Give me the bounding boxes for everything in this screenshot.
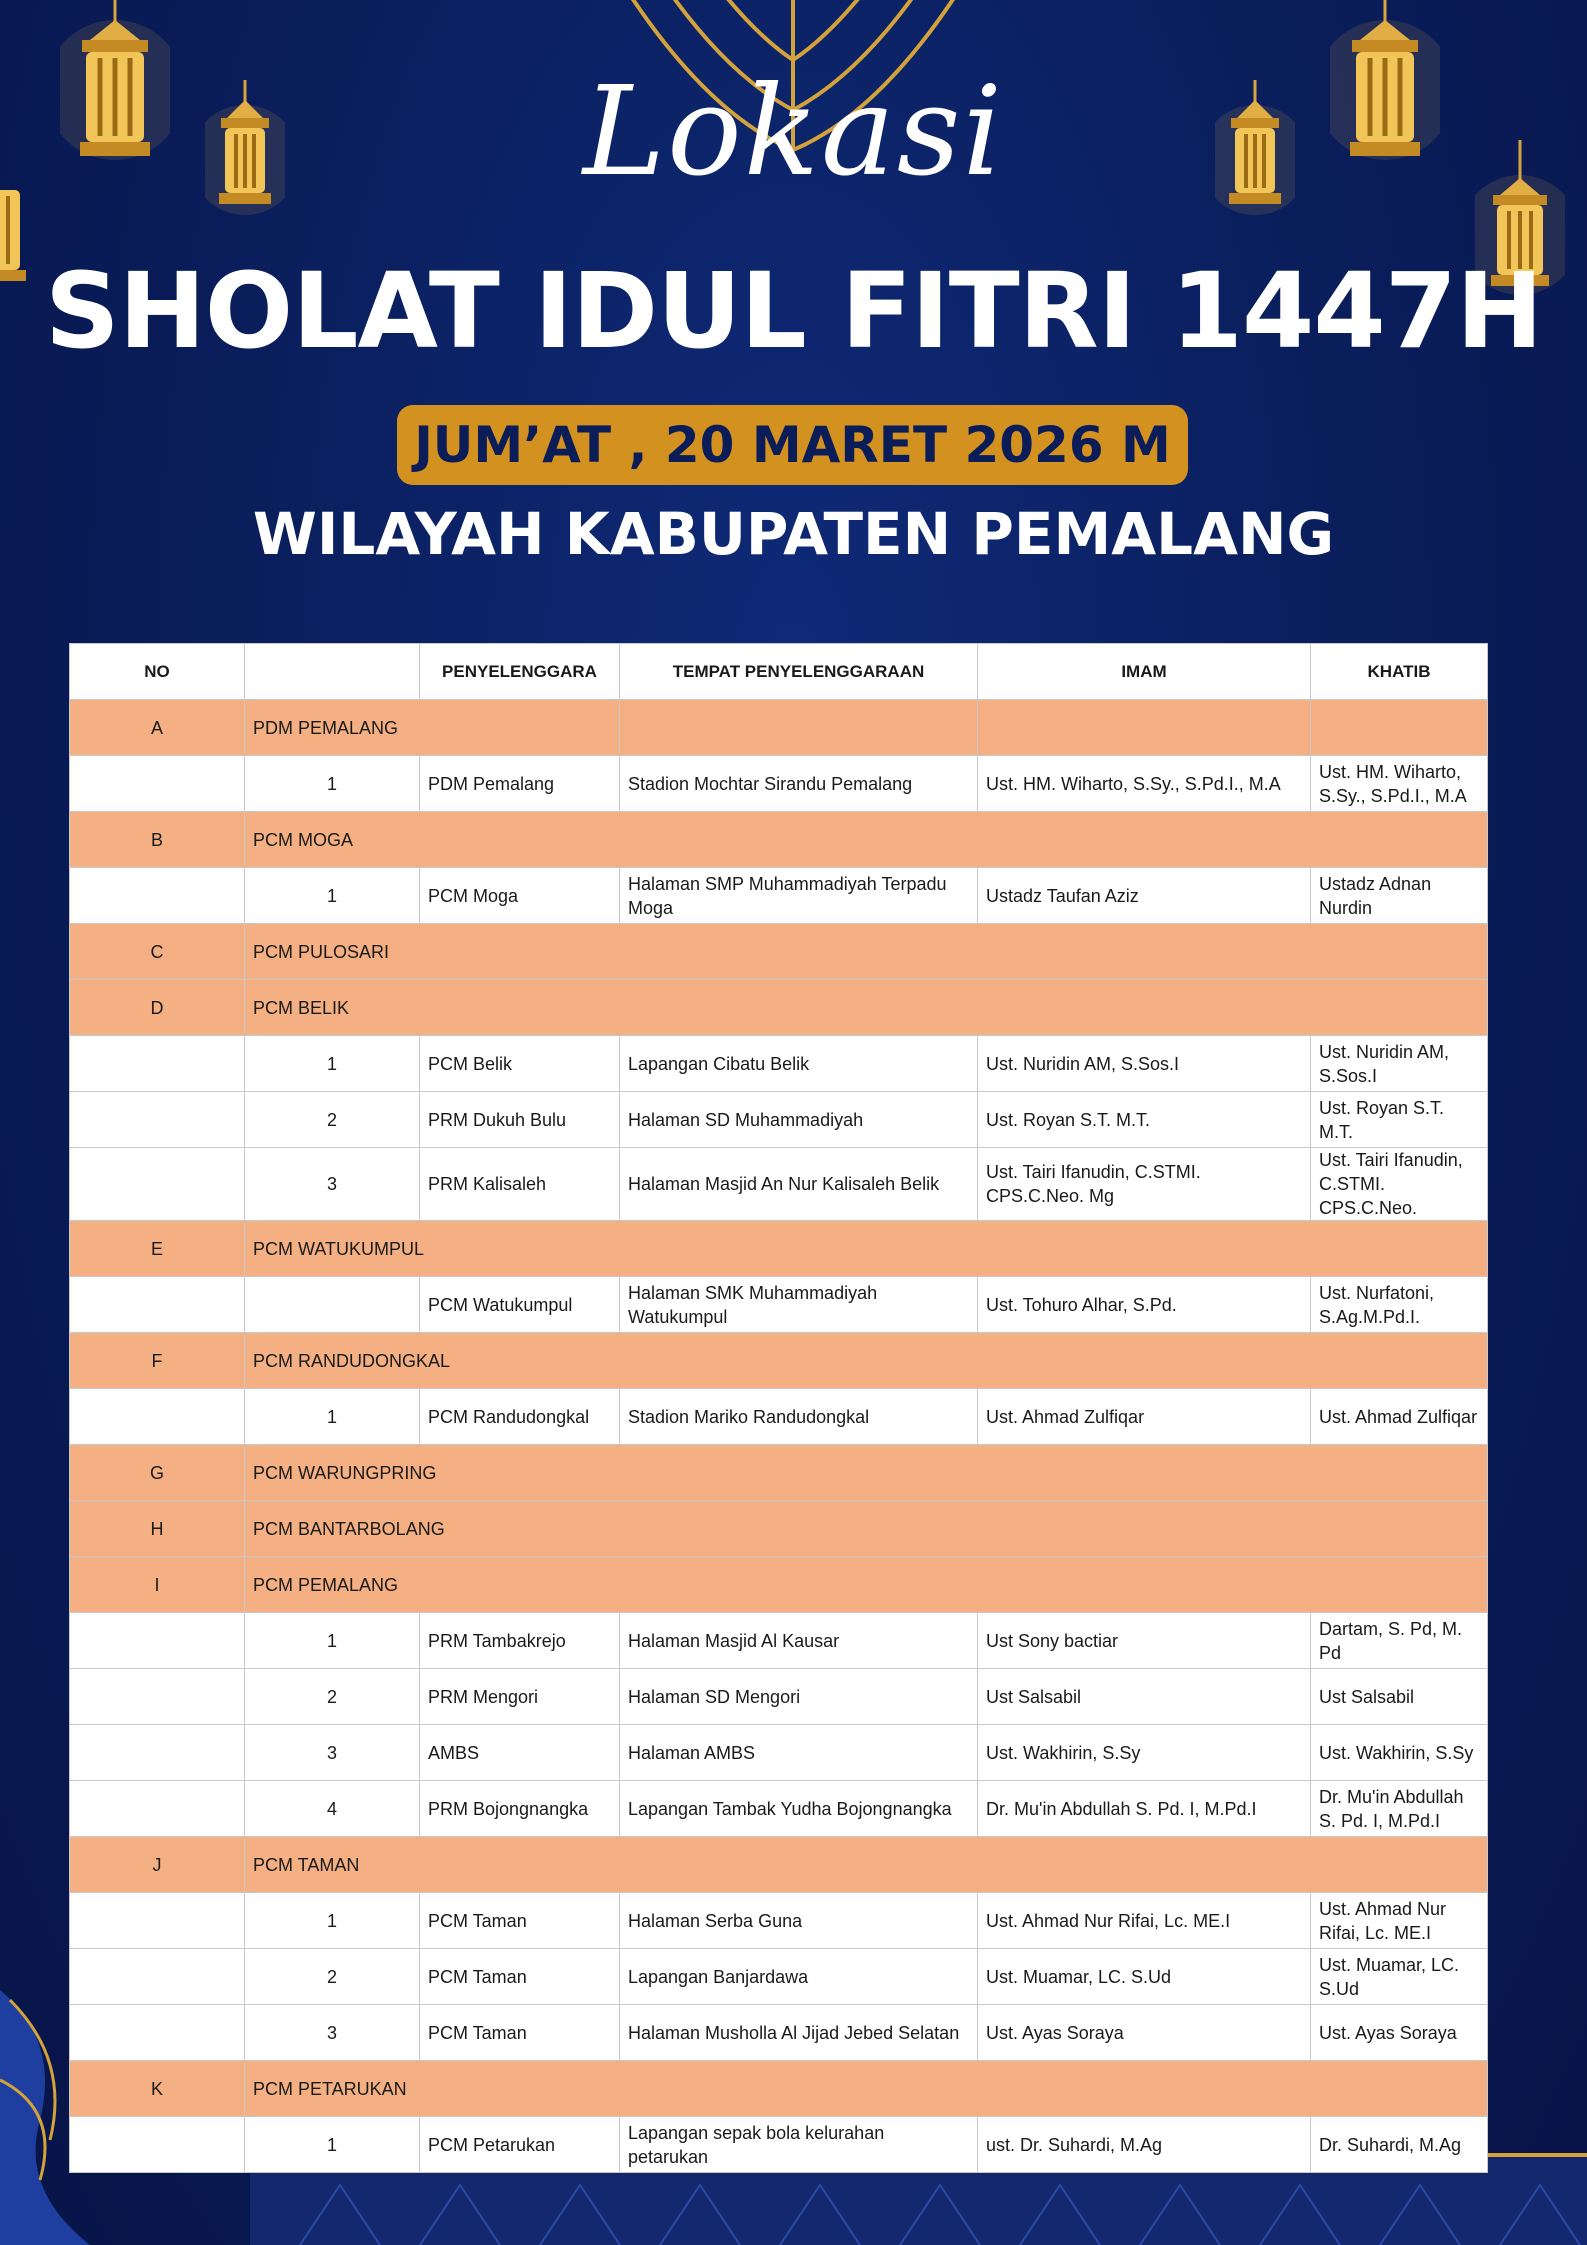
row-khatib: Ust. HM. Wiharto, S.Sy., S.Pd.I., M.A [1311,756,1488,812]
row-imam: Ust. Ahmad Nur Rifai, Lc. ME.I [978,1893,1311,1949]
table-row [70,1669,1488,1725]
table-row [70,1036,1488,1092]
row-tempat: Halaman SMK Muhammadiyah Watukumpul [620,1277,978,1333]
table-header-row [70,644,1488,700]
table-row [70,1092,1488,1148]
section-row [70,1221,1488,1277]
section-name: PCM WARUNGPRING [245,1445,1488,1501]
row-penyelenggara: PCM Petarukan [420,2117,620,2173]
row-number: 3 [245,1725,420,1781]
section-empty-cell [620,700,978,756]
table-row [70,1725,1488,1781]
row-tempat: Halaman Masjid An Nur Kalisaleh Belik [620,1148,978,1221]
row-empty-cell [70,1893,245,1949]
row-number: 3 [245,2005,420,2061]
row-imam: Ust Sony bactiar [978,1613,1311,1669]
row-khatib: Ust. Nurfatoni, S.Ag.M.Pd.I. [1311,1277,1488,1333]
section-name: PCM WATUKUMPUL [245,1221,1488,1277]
section-name: PCM PEMALANG [245,1557,1488,1613]
header-penyelenggara: PENYELENGGARA [420,644,620,700]
section-name: PCM MOGA [245,812,1488,868]
section-letter: C [70,924,245,980]
row-khatib: Ustadz Adnan Nurdin [1311,868,1488,924]
section-letter: A [70,700,245,756]
section-name: PCM BANTARBOLANG [245,1501,1488,1557]
row-tempat: Halaman Masjid Al Kausar [620,1613,978,1669]
row-number: 3 [245,1148,420,1221]
row-penyelenggara: PRM Tambakrejo [420,1613,620,1669]
header-blank [245,644,420,700]
row-khatib: Dr. Suhardi, M.Ag [1311,2117,1488,2173]
row-tempat: Stadion Mochtar Sirandu Pemalang [620,756,978,812]
row-penyelenggara: AMBS [420,1725,620,1781]
row-penyelenggara: PCM Belik [420,1036,620,1092]
section-name: PCM RANDUDONGKAL [245,1333,1488,1389]
row-tempat: Halaman SD Muhammadiyah [620,1092,978,1148]
table-body [70,700,1488,2173]
table-row [70,1277,1488,1333]
section-letter: F [70,1333,245,1389]
section-letter: K [70,2061,245,2117]
header-no: NO [70,644,245,700]
section-letter: E [70,1221,245,1277]
section-letter: B [70,812,245,868]
section-name: PDM PEMALANG [245,700,620,756]
row-imam: Ust Salsabil [978,1669,1311,1725]
header-khatib: KHATIB [1311,644,1488,700]
row-penyelenggara: PCM Taman [420,1893,620,1949]
row-number: 1 [245,868,420,924]
row-empty-cell [70,2117,245,2173]
row-empty-cell [70,1669,245,1725]
row-imam: Ust. Wakhirin, S.Sy [978,1725,1311,1781]
row-empty-cell [70,1148,245,1221]
row-tempat: Lapangan sepak bola kelurahan petarukan [620,2117,978,2173]
row-number: 1 [245,1036,420,1092]
table-row [70,1148,1488,1221]
row-khatib: Ust. Muamar, LC. S.Ud [1311,1949,1488,2005]
row-empty-cell [70,1092,245,1148]
row-number: 2 [245,1949,420,2005]
page-title: SHOLAT IDUL FITRI 1447H [44,250,1543,372]
section-empty-cell [978,700,1311,756]
section-name: PCM PULOSARI [245,924,1488,980]
row-penyelenggara: PRM Dukuh Bulu [420,1092,620,1148]
row-tempat: Halaman AMBS [620,1725,978,1781]
row-imam: Ust. Royan S.T. M.T. [978,1092,1311,1148]
header-tempat: TEMPAT PENYELENGGARAAN [620,644,978,700]
table-row [70,1949,1488,2005]
row-khatib: Dartam, S. Pd, M. Pd [1311,1613,1488,1669]
row-imam: Ust. HM. Wiharto, S.Sy., S.Pd.I., M.A [978,756,1311,812]
row-khatib: Ust. Tairi Ifanudin, C.STMI. CPS.C.Neo. [1311,1148,1488,1221]
table-row [70,2117,1488,2173]
section-row [70,812,1488,868]
section-row [70,2061,1488,2117]
row-tempat: Halaman SMP Muhammadiyah Terpadu Moga [620,868,978,924]
section-row [70,1501,1488,1557]
section-row [70,1333,1488,1389]
date-badge: JUM’AT , 20 MARET 2026 M [397,405,1188,485]
row-empty-cell [70,1036,245,1092]
row-penyelenggara: PDM Pemalang [420,756,620,812]
section-name: PCM PETARUKAN [245,2061,1488,2117]
row-number: 2 [245,1092,420,1148]
table-row [70,1613,1488,1669]
row-empty-cell [70,756,245,812]
row-empty-cell [70,1725,245,1781]
row-khatib: Ust. Ahmad Nur Rifai, Lc. ME.I [1311,1893,1488,1949]
section-empty-cell [1311,700,1488,756]
section-row [70,980,1488,1036]
row-imam: Ust. Nuridin AM, S.Sos.I [978,1036,1311,1092]
row-number: 1 [245,1893,420,1949]
row-imam: Ust. Ayas Soraya [978,2005,1311,2061]
table-row [70,1893,1488,1949]
section-row [70,1557,1488,1613]
row-tempat: Halaman Musholla Al Jijad Jebed Selatan [620,2005,978,2061]
section-letter: J [70,1837,245,1893]
row-number: 1 [245,1613,420,1669]
row-empty-cell [70,868,245,924]
row-imam: Ust. Tairi Ifanudin, C.STMI. CPS.C.Neo. Mg [978,1148,1311,1221]
schedule-table [69,643,1488,2173]
row-khatib: Ust. Ayas Soraya [1311,2005,1488,2061]
row-penyelenggara: PCM Taman [420,1949,620,2005]
header-imam: IMAM [978,644,1311,700]
row-number: 1 [245,2117,420,2173]
row-penyelenggara: PCM Randudongkal [420,1389,620,1445]
table-row [70,1389,1488,1445]
row-empty-cell [70,1389,245,1445]
section-letter: D [70,980,245,1036]
section-row [70,924,1488,980]
row-tempat: Lapangan Tambak Yudha Bojongnangka [620,1781,978,1837]
row-empty-cell [70,2005,245,2061]
row-penyelenggara: PRM Mengori [420,1669,620,1725]
row-number: 4 [245,1781,420,1837]
row-tempat: Lapangan Cibatu Belik [620,1036,978,1092]
row-empty-cell [70,1781,245,1837]
row-khatib: Ust. Ahmad Zulfiqar [1311,1389,1488,1445]
title-script: Lokasi [582,60,1005,204]
table-row [70,2005,1488,2061]
row-imam: Ust. Muamar, LC. S.Ud [978,1949,1311,2005]
row-penyelenggara: PRM Bojongnangka [420,1781,620,1837]
section-letter: G [70,1445,245,1501]
row-tempat: Halaman SD Mengori [620,1669,978,1725]
row-imam: Ust. Tohuro Alhar, S.Pd. [978,1277,1311,1333]
row-number [245,1277,420,1333]
row-tempat: Halaman Serba Guna [620,1893,978,1949]
table-row [70,1781,1488,1837]
row-number: 1 [245,756,420,812]
region-subtitle: WILAYAH KABUPATEN PEMALANG [252,500,1335,568]
row-khatib: Ust. Nuridin AM, S.Sos.I [1311,1036,1488,1092]
row-khatib: Dr. Mu'in Abdullah S. Pd. I, M.Pd.I [1311,1781,1488,1837]
section-row [70,1837,1488,1893]
row-imam: Ustadz Taufan Aziz [978,868,1311,924]
section-name: PCM BELIK [245,980,1488,1036]
row-khatib: Ust. Royan S.T. M.T. [1311,1092,1488,1148]
row-number: 2 [245,1669,420,1725]
row-penyelenggara: PCM Moga [420,868,620,924]
row-tempat: Lapangan Banjardawa [620,1949,978,2005]
row-empty-cell [70,1949,245,2005]
row-imam: Ust. Ahmad Zulfiqar [978,1389,1311,1445]
row-number: 1 [245,1389,420,1445]
row-penyelenggara: PRM Kalisaleh [420,1148,620,1221]
row-khatib: Ust Salsabil [1311,1669,1488,1725]
section-row [70,1445,1488,1501]
row-imam: Dr. Mu'in Abdullah S. Pd. I, M.Pd.I [978,1781,1311,1837]
section-name: PCM TAMAN [245,1837,1488,1893]
row-imam: ust. Dr. Suhardi, M.Ag [978,2117,1311,2173]
row-tempat: Stadion Mariko Randudongkal [620,1389,978,1445]
section-letter: H [70,1501,245,1557]
row-empty-cell [70,1613,245,1669]
row-penyelenggara: PCM Taman [420,2005,620,2061]
row-khatib: Ust. Wakhirin, S.Sy [1311,1725,1488,1781]
row-empty-cell [70,1277,245,1333]
section-letter: I [70,1557,245,1613]
table-row [70,756,1488,812]
table-row [70,868,1488,924]
section-row [70,700,1488,756]
row-penyelenggara: PCM Watukumpul [420,1277,620,1333]
